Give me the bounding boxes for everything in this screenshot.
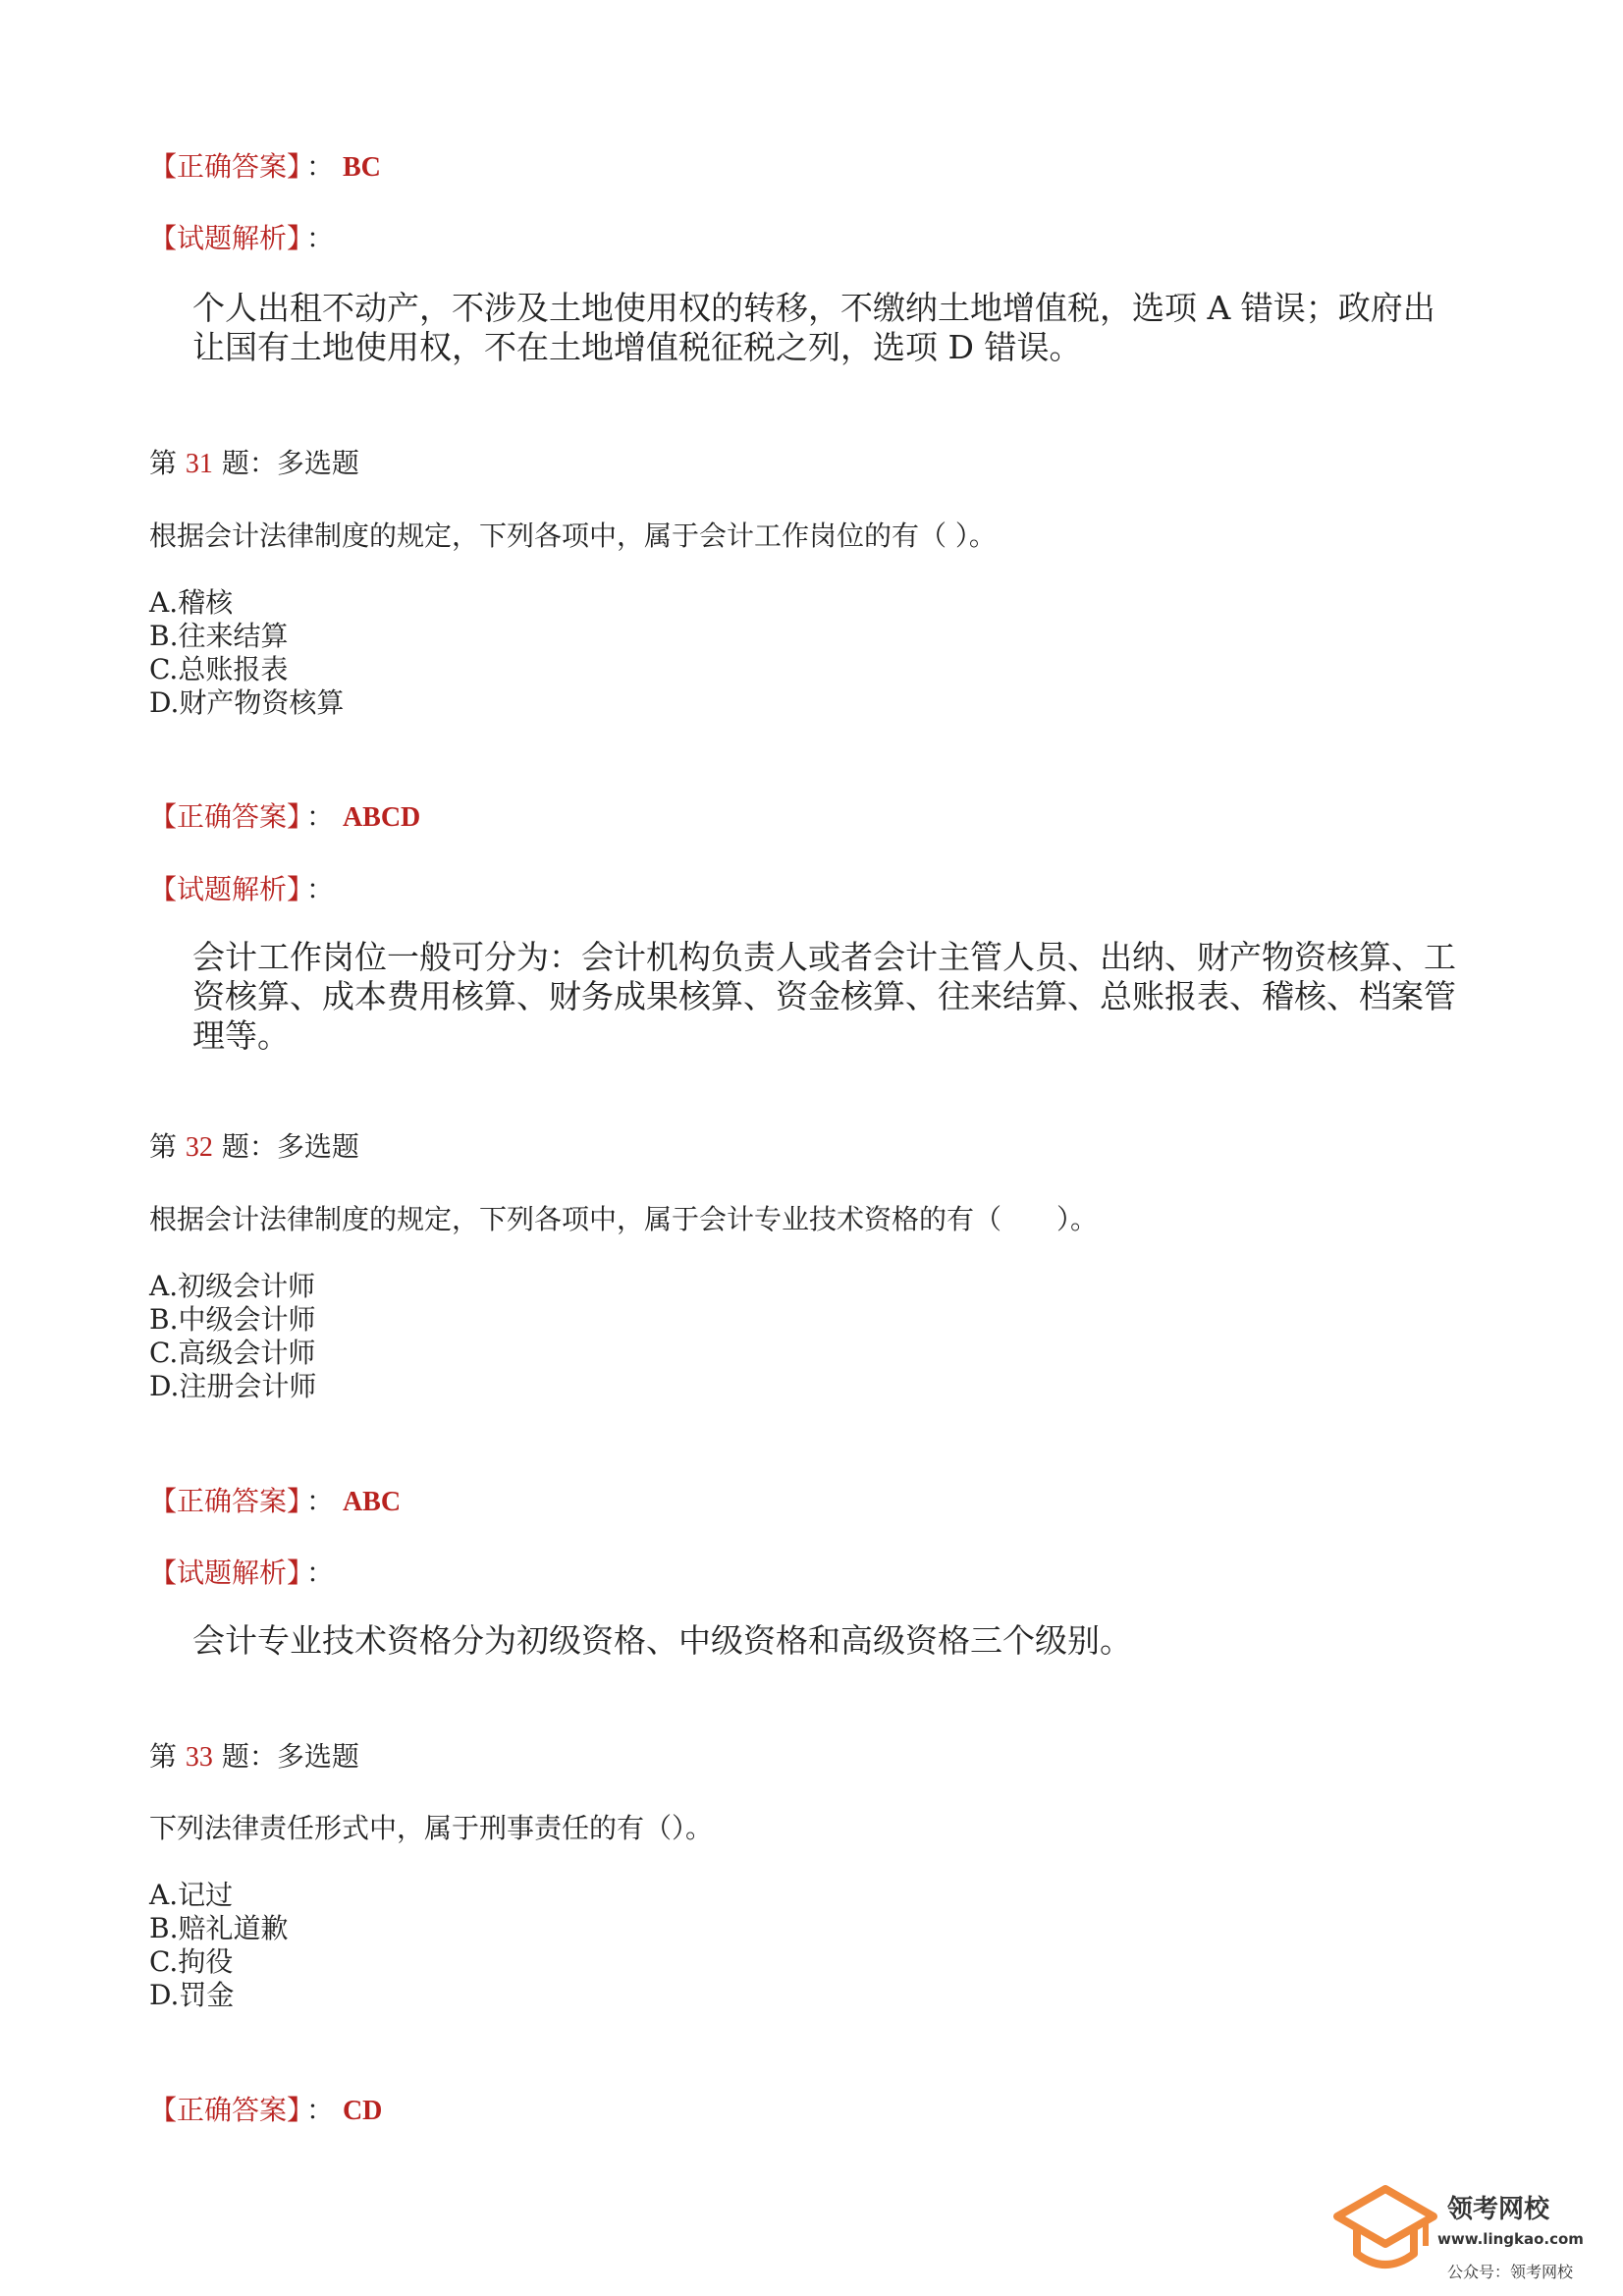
question-type: 题：多选题 — [221, 1740, 359, 1773]
option-list — [149, 1270, 316, 1403]
question-prefix: 第 — [149, 1740, 178, 1773]
answer-label — [149, 795, 420, 835]
answer-label-text: 【正确答案】 — [149, 150, 301, 183]
question-prefix: 第 — [149, 447, 178, 479]
answer-label — [149, 145, 381, 185]
option-c: C.拘役 — [149, 1945, 234, 1978]
answer-label — [149, 2089, 382, 2128]
option-b: B.赔礼道歉 — [149, 1912, 289, 1944]
question-header — [149, 442, 359, 481]
explanation-colon: ： — [306, 1557, 335, 1589]
option-list — [149, 1879, 288, 2012]
answer-label-text: 【正确答案】 — [149, 800, 301, 833]
option-b: B.中级会计师 — [149, 1303, 316, 1336]
option-c: C.高级会计师 — [149, 1337, 316, 1369]
explanation-line: 会计专业技术资格分为初级资格、中级资格和高级资格三个级别。 — [192, 1621, 1132, 1660]
explanation-label-text: 【试题解析】 — [149, 873, 301, 905]
option-c: C.总账报表 — [149, 653, 289, 685]
graduation-cap-icon — [1331, 2181, 1439, 2279]
logo-name: 领考网校 — [1447, 2195, 1550, 2224]
option-d: D.财产物资核算 — [149, 686, 345, 719]
answer-value: BC — [342, 152, 381, 183]
question-number: 33 — [185, 1742, 213, 1773]
option-a: A.稽核 — [149, 586, 234, 619]
explanation-label — [149, 217, 334, 256]
option-a: A.记过 — [149, 1879, 234, 1911]
option-d: D.注册会计师 — [149, 1370, 317, 1402]
question-text: 下列法律责任形式中，属于刑事责任的有（）。 — [149, 1812, 714, 1844]
answer-colon: ： — [306, 800, 335, 833]
explanation-line: 理等。 — [192, 1016, 290, 1055]
logo-public-account: 公众号：领考网校 — [1447, 2263, 1574, 2281]
question-number: 31 — [185, 449, 213, 479]
question-text: 根据会计法律制度的规定，下列各项中，属于会计工作岗位的有（ ）。 — [149, 519, 997, 552]
option-list — [149, 586, 344, 720]
explanation-text — [192, 289, 1435, 367]
answer-label-text: 【正确答案】 — [149, 2094, 301, 2126]
answer-value: CD — [342, 2096, 383, 2126]
answer-label-text: 【正确答案】 — [149, 1485, 301, 1517]
lingkao-logo — [1331, 2181, 1589, 2289]
explanation-text — [192, 938, 1456, 1056]
option-a: A.初级会计师 — [149, 1270, 316, 1302]
explanation-label — [149, 868, 334, 907]
explanation-colon: ： — [306, 222, 335, 254]
question-header — [149, 1125, 359, 1165]
explanation-label — [149, 1552, 334, 1591]
answer-colon: ： — [306, 150, 335, 183]
explanation-text — [192, 1621, 1132, 1661]
question-prefix: 第 — [149, 1130, 178, 1163]
option-b: B.往来结算 — [149, 620, 289, 652]
explanation-label-text: 【试题解析】 — [149, 222, 301, 254]
question-header — [149, 1735, 359, 1775]
explanation-label-text: 【试题解析】 — [149, 1557, 301, 1589]
explanation-line: 会计工作岗位一般可分为：会计机构负责人或者会计主管人员、出纳、财产物资核算、工 — [192, 938, 1456, 976]
explanation-colon: ： — [306, 873, 335, 905]
logo-url: www.lingkao.com — [1437, 2230, 1584, 2248]
question-number: 32 — [185, 1132, 213, 1163]
option-d: D.罚金 — [149, 1979, 235, 2011]
question-type: 题：多选题 — [221, 447, 359, 479]
answer-value: ABCD — [342, 802, 421, 833]
question-text: 根据会计法律制度的规定，下列各项中，属于会计专业技术资格的有（ ）。 — [149, 1203, 1099, 1235]
answer-colon: ： — [306, 2094, 335, 2126]
answer-label — [149, 1480, 401, 1519]
answer-colon: ： — [306, 1485, 335, 1517]
explanation-line: 让国有土地使用权，不在土地增值税征税之列，选项 D 错误。 — [192, 328, 1082, 366]
explanation-line: 资核算、成本费用核算、财务成果核算、资金核算、往来结算、总账报表、稽核、档案管 — [192, 977, 1456, 1015]
explanation-line: 个人出租不动产，不涉及土地使用权的转移，不缴纳土地增值税，选项 A 错误；政府出 — [192, 289, 1435, 327]
answer-value: ABC — [342, 1487, 402, 1517]
question-type: 题：多选题 — [221, 1130, 359, 1163]
